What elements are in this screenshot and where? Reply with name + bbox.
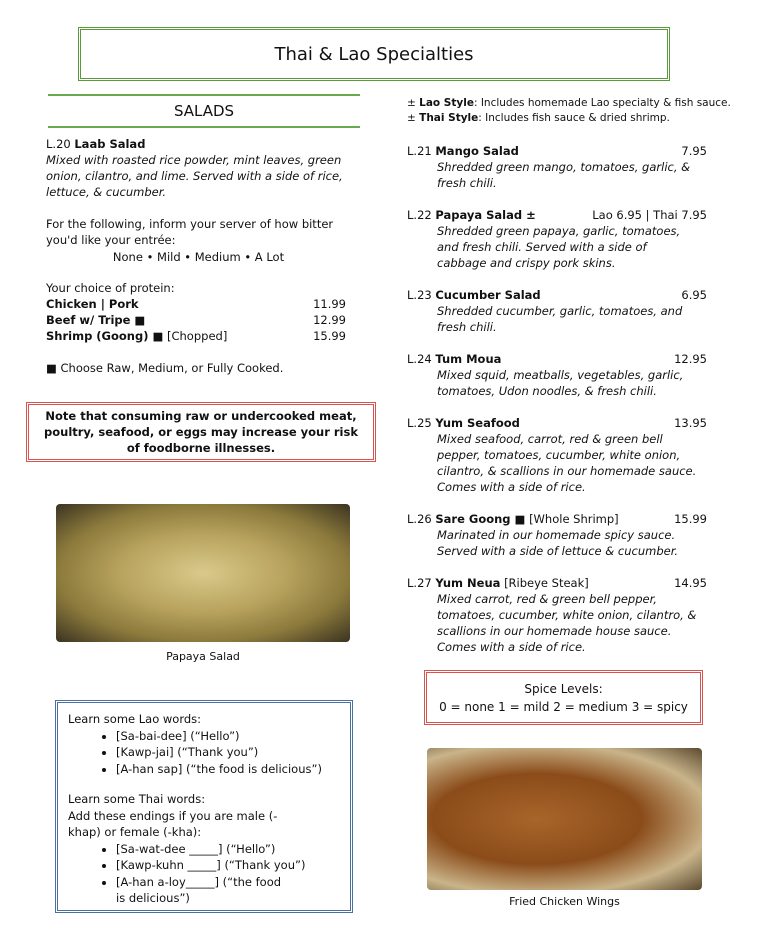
- item-name: Yum Seafood: [435, 416, 520, 430]
- item-name: Mango Salad: [435, 144, 519, 158]
- menu-item: [407, 287, 707, 335]
- laab-salad: [46, 136, 351, 200]
- thai-word: • [A-han a-loy_____] (“the food is delicious”): [116, 874, 286, 907]
- thai-words-intro: Add these endings if you are male (-khap) or female (-kha):: [68, 808, 278, 839]
- wings-caption: Fried Chicken Wings: [509, 895, 620, 908]
- item-description: Marinated in our homemade spicy sauce. Served with a side of lettuce & cucumber.: [437, 528, 679, 558]
- item-name: Tum Moua: [435, 352, 502, 366]
- item-description: Mixed with roasted rice powder, mint leaves, green onion, cilantro, and lime. Served with a side of rice, lettuce, & cucumber.: [46, 153, 343, 199]
- item-name: Papaya Salad ±: [435, 208, 536, 222]
- bitterness-levels: None • Mild • Medium • A Lot: [112, 250, 285, 264]
- thai-words-heading: Learn some Thai words:: [68, 792, 206, 806]
- item-price: 13.95: [674, 416, 707, 430]
- bitterness-text: For the following, inform your server of how bitter you'd like your entrée:: [46, 217, 334, 247]
- protein-row: Chicken | Pork 11.99: [46, 297, 346, 311]
- item-code: L.23: [407, 288, 432, 302]
- menu-item: [407, 351, 707, 399]
- item-code: L.27: [407, 576, 432, 590]
- protein-label: Your choice of protein:: [46, 281, 175, 295]
- item-description: Shredded green papaya, garlic, tomatoes, and fresh chili. Served with a side of cabbage and crispy pork skins.: [437, 224, 681, 270]
- item-note: [Whole Shrimp]: [529, 512, 619, 526]
- item-name: Laab Salad: [74, 137, 146, 151]
- style-legend: ± Lao Style: Includes homemade Lao specialty & fish sauce. ± Thai Style: Includes fish sauce & dried shrimp.: [407, 97, 731, 124]
- menu-item: [407, 207, 707, 271]
- protein-row: Beef w/ Tripe ■ 12.99: [46, 313, 346, 327]
- papaya-salad-photo: [56, 504, 350, 642]
- lao-word: • [A-han sap] (“the food is delicious”): [116, 761, 340, 778]
- item-price: 15.99: [674, 512, 707, 526]
- item-name: Sare Goong ■: [435, 512, 526, 526]
- language-tips-box: [55, 700, 353, 913]
- item-name: Cucumber Salad: [435, 288, 541, 302]
- food-safety-warning: Note that consuming raw or undercooked meat, poultry, seafood, or eggs may increase your risk of foodborne illnesses.: [26, 402, 376, 462]
- item-code: L.26: [407, 512, 432, 526]
- spice-scale: 0 = none 1 = mild 2 = medium 3 = spicy: [439, 700, 688, 714]
- protein-choices: [46, 280, 346, 344]
- item-code: L.22: [407, 208, 432, 222]
- salads-heading: SALADS: [48, 94, 360, 128]
- item-note: [Ribeye Steak]: [504, 576, 589, 590]
- item-name: Yum Neua: [435, 576, 501, 590]
- item-description: Shredded cucumber, garlic, tomatoes, and fresh chili.: [437, 304, 683, 334]
- lao-word: • [Sa-bai-dee] (“Hello”): [116, 728, 340, 745]
- cook-note: ■ Choose Raw, Medium, or Fully Cooked.: [46, 361, 284, 375]
- menu-item: [407, 575, 707, 655]
- item-code: L.21: [407, 144, 432, 158]
- thai-word: • [Sa-wat-dee _____] (“Hello”): [116, 841, 340, 858]
- thai-word: • [Kawp-kuhn _____] (“Thank you”): [116, 857, 340, 874]
- item-price: 6.95: [681, 288, 707, 302]
- spice-levels-box: [424, 670, 703, 725]
- fried-chicken-wings-photo: [427, 748, 702, 890]
- menu-item: [407, 143, 707, 191]
- item-description: Shredded green mango, tomatoes, garlic, & fresh chili.: [437, 160, 691, 190]
- lao-word: • [Kawp-jai] (“Thank you”): [116, 744, 340, 761]
- bitterness-note: [46, 216, 351, 265]
- item-description: Mixed carrot, red & green bell pepper, tomatoes, cucumber, white onion, cilantro, & scallions in our homemade house sauce. Comes with a side of rice.: [437, 592, 697, 654]
- item-price: Lao 6.95 | Thai 7.95: [592, 208, 707, 222]
- item-price: 12.95: [674, 352, 707, 366]
- item-code: L.20: [46, 137, 71, 151]
- menu-title: Thai & Lao Specialties: [78, 27, 670, 81]
- menu-item: [407, 511, 707, 559]
- protein-row: Shrimp (Goong) ■ [Chopped] 15.99: [46, 329, 346, 343]
- item-code: L.25: [407, 416, 432, 430]
- papaya-caption: Papaya Salad: [166, 650, 240, 663]
- item-price: 14.95: [674, 576, 707, 590]
- item-description: Mixed squid, meatballs, vegetables, garlic, tomatoes, Udon noodles, & fresh chili.: [437, 368, 684, 398]
- spice-heading: Spice Levels:: [524, 682, 603, 696]
- lao-words-heading: Learn some Lao words:: [68, 712, 202, 726]
- item-price: 7.95: [681, 144, 707, 158]
- item-code: L.24: [407, 352, 432, 366]
- menu-item: [407, 415, 707, 495]
- item-description: Mixed seafood, carrot, red & green bell pepper, tomatoes, cucumber, white onion, cilantro, & scallions in our homemade sauce. Comes with a side of rice.: [437, 432, 697, 494]
